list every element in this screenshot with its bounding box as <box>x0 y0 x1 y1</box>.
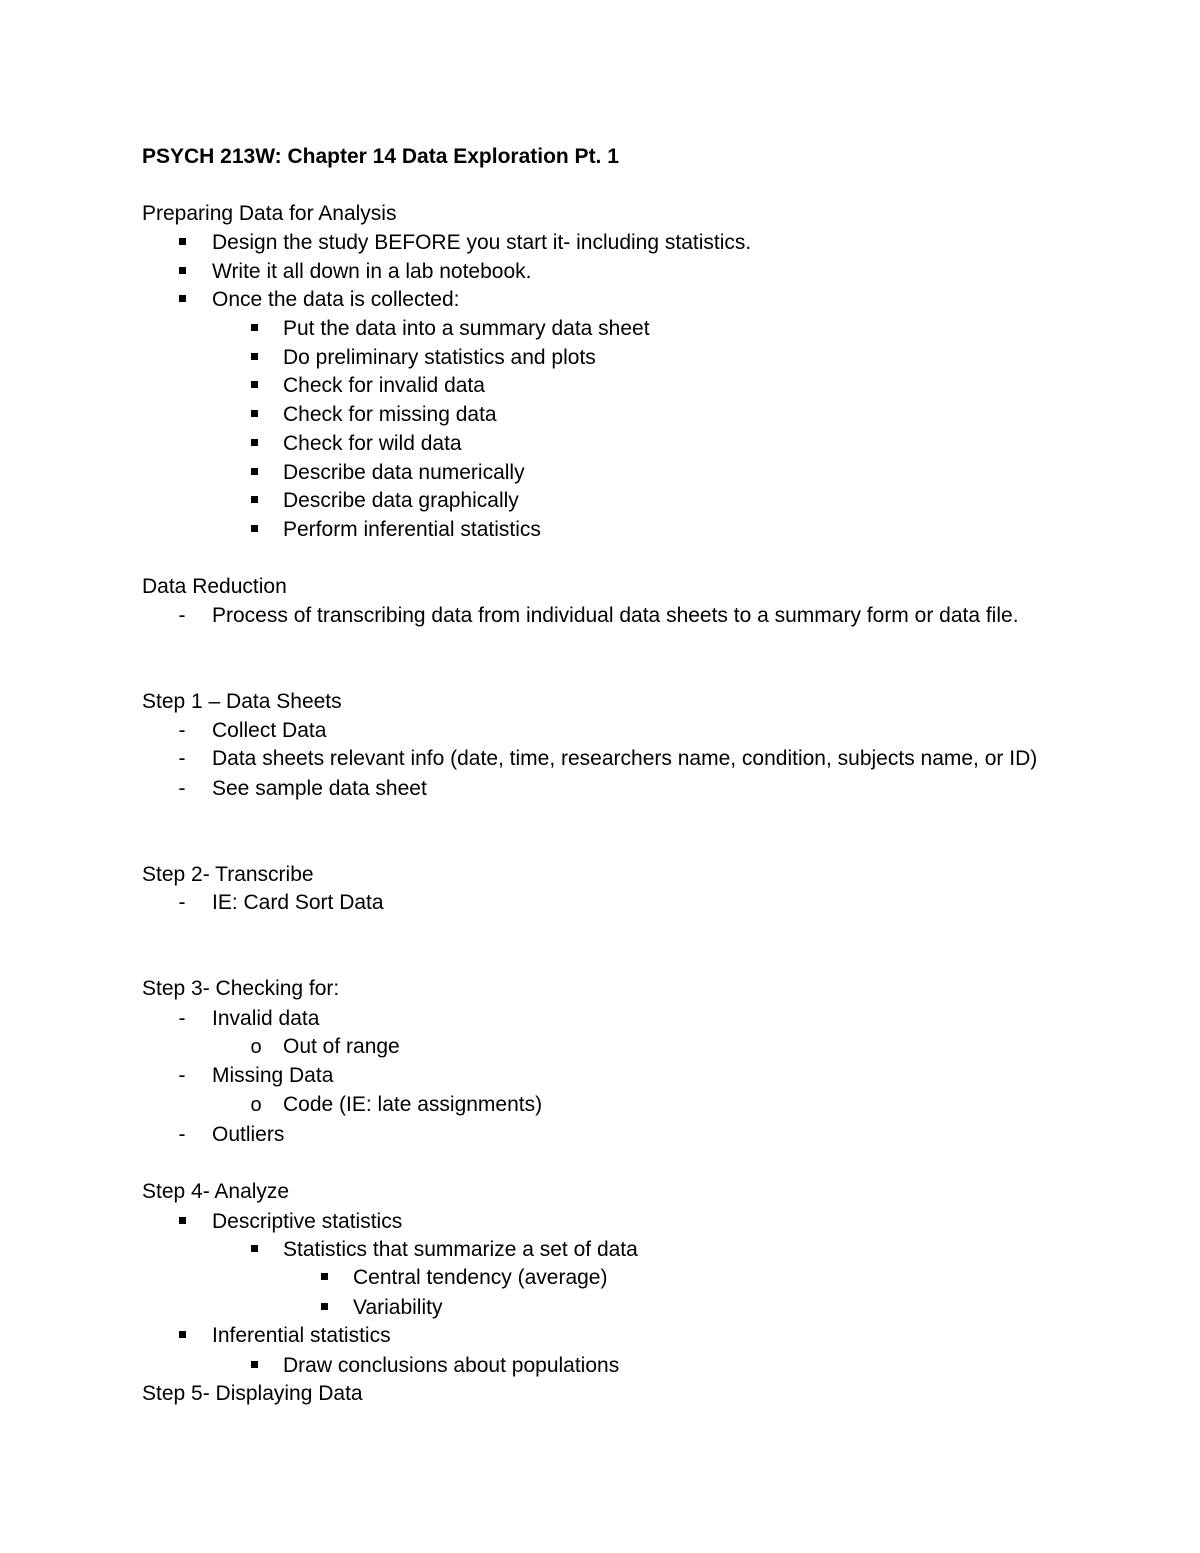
list-item: Perform inferential statistics <box>283 518 541 541</box>
list-item: Variability <box>353 1296 443 1319</box>
list-item: Statistics that summarize a set of data <box>283 1238 638 1261</box>
list-item: Draw conclusions about populations <box>283 1354 620 1377</box>
list-item: Check for missing data <box>283 403 497 426</box>
bullet-square-icon <box>242 401 266 429</box>
circle-bullet-marker: o <box>250 1036 262 1058</box>
dash-marker: - <box>178 891 186 914</box>
section-heading-step1: Step 1 – Data Sheets <box>142 690 342 713</box>
list-item: Check for wild data <box>283 432 462 455</box>
list-item: Data sheets relevant info (date, time, researchers name, condition, subjects name, or ID) <box>212 747 1038 770</box>
bullet-square-icon <box>170 1322 194 1350</box>
page-title: PSYCH 213W: Chapter 14 Data Exploration Pt. 1 <box>142 145 619 168</box>
dash-marker: - <box>178 1123 186 1146</box>
bullet-square-icon <box>170 258 194 286</box>
list-item: Process of transcribing data from individual data sheets to a summary form or data file. <box>212 604 1019 627</box>
dash-marker: - <box>178 719 186 742</box>
bullet-square-icon <box>312 1264 336 1292</box>
circle-bullet-marker: o <box>250 1094 262 1116</box>
bullet-square-icon <box>242 1236 266 1264</box>
bullet-square-icon <box>242 315 266 343</box>
list-item: Collect Data <box>212 719 327 742</box>
bullet-square-icon <box>170 229 194 257</box>
section-heading-step5: Step 5- Displaying Data <box>142 1382 363 1405</box>
bullet-square-icon <box>170 286 194 314</box>
section-heading-step4: Step 4- Analyze <box>142 1180 290 1203</box>
list-item: Do preliminary statistics and plots <box>283 346 596 369</box>
bullet-square-icon <box>242 430 266 458</box>
list-item: Put the data into a summary data sheet <box>283 317 650 340</box>
list-item: Descriptive statistics <box>212 1210 403 1233</box>
list-item: Central tendency (average) <box>353 1266 608 1289</box>
bullet-square-icon <box>242 459 266 487</box>
section-heading-reduction: Data Reduction <box>142 575 287 598</box>
dash-marker: - <box>178 777 186 800</box>
list-item: Once the data is collected: <box>212 288 460 311</box>
list-item: See sample data sheet <box>212 777 427 800</box>
list-item: Missing Data <box>212 1064 334 1087</box>
list-item: Out of range <box>283 1035 400 1058</box>
dash-marker: - <box>178 604 186 627</box>
section-heading-preparing: Preparing Data for Analysis <box>142 202 397 225</box>
bullet-square-icon <box>170 1208 194 1236</box>
list-item: Check for invalid data <box>283 374 485 397</box>
bullet-square-icon <box>242 1352 266 1380</box>
list-item: Outliers <box>212 1123 285 1146</box>
list-item: Write it all down in a lab notebook. <box>212 260 532 283</box>
dash-marker: - <box>178 1064 186 1087</box>
bullet-square-icon <box>242 516 266 544</box>
list-item: IE: Card Sort Data <box>212 891 384 914</box>
list-item: Describe data numerically <box>283 461 525 484</box>
list-item: Design the study BEFORE you start it- including statistics. <box>212 231 752 254</box>
bullet-square-icon <box>312 1294 336 1322</box>
dash-marker: - <box>178 1007 186 1030</box>
dash-marker: - <box>178 747 186 770</box>
list-item: Describe data graphically <box>283 489 519 512</box>
list-item: Code (IE: late assignments) <box>283 1093 543 1116</box>
bullet-square-icon <box>242 372 266 400</box>
list-item: Invalid data <box>212 1007 320 1030</box>
section-heading-step2: Step 2- Transcribe <box>142 863 314 886</box>
bullet-square-icon <box>242 344 266 372</box>
bullet-square-icon <box>242 487 266 515</box>
section-heading-step3: Step 3- Checking for: <box>142 977 340 1000</box>
list-item: Inferential statistics <box>212 1324 391 1347</box>
